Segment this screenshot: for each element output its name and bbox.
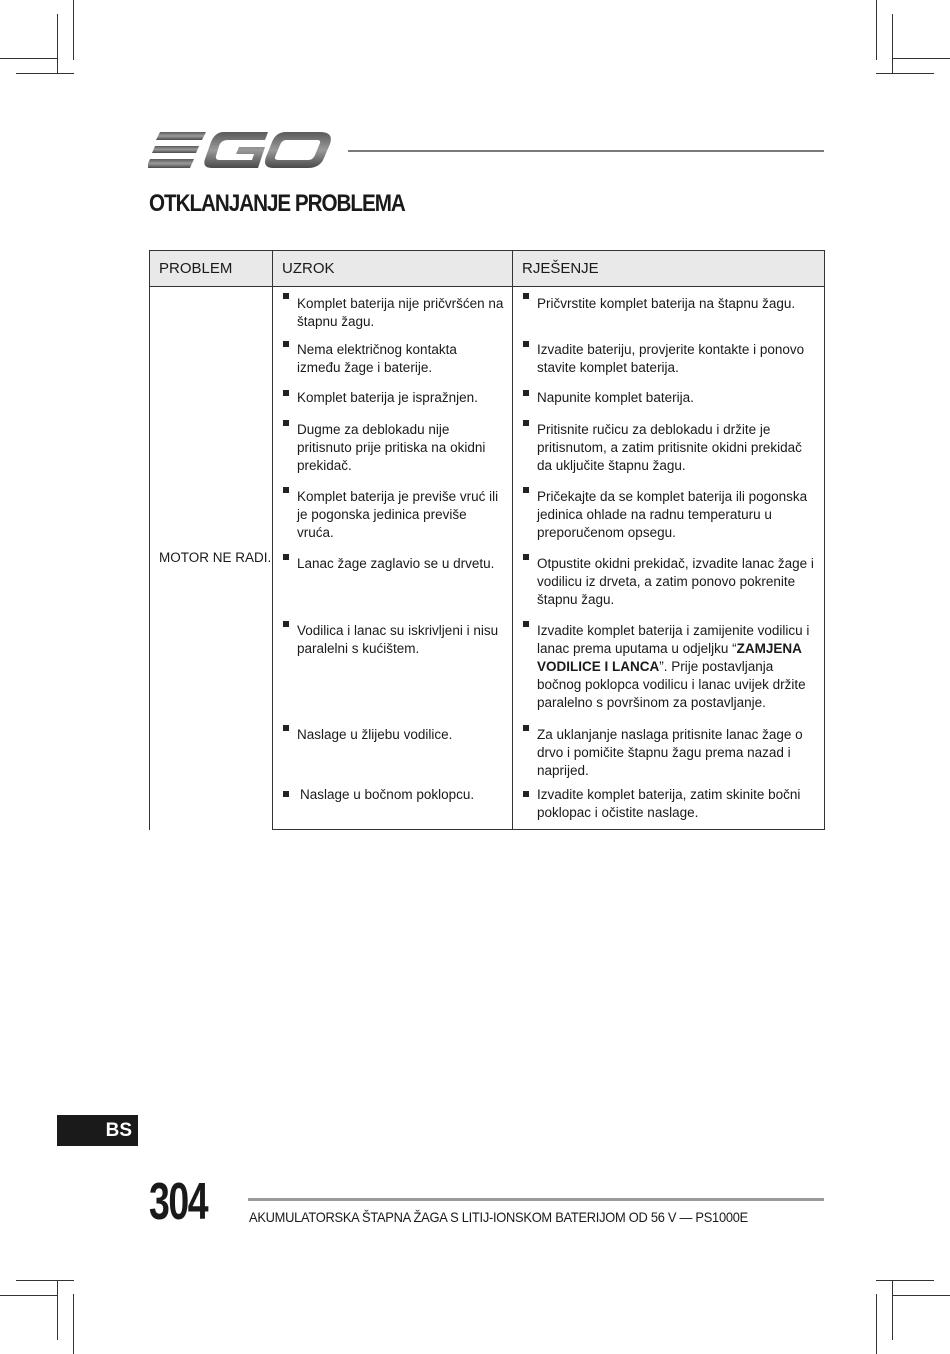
solution-item: Izvadite bateriju, provjerite kontakte i ponovo stavite komplet baterija.	[513, 335, 824, 377]
crop-mark	[0, 58, 58, 59]
header-cause: UZROK	[273, 251, 513, 287]
header-solution: RJEŠENJE	[513, 251, 825, 287]
cause-item: Dugme za deblokadu nije pritisnuto prije pritiska na okidni prekidač.	[273, 414, 512, 475]
crop-mark	[876, 73, 934, 74]
crop-mark	[0, 1295, 58, 1296]
footer-rule	[248, 1198, 824, 1201]
solution-item: Pritisnite ručicu za deblokadu i držite je pritisnutom, a zatim pritisnite okidni prekidač da uključite štapnu žagu.	[513, 414, 824, 475]
crop-mark	[876, 1280, 934, 1281]
cause-item: Komplet baterija je previše vruć ili je pogonska jedinica previše vruća.	[273, 481, 512, 542]
solution-item: Otpustite okidni prekidač, izvadite lanac žage i vodilicu iz drveta, a zatim ponovo pokrenite štapnu žagu.	[513, 548, 824, 609]
solution-item: Napunite komplet baterija.	[513, 384, 824, 407]
ego-logo	[148, 128, 332, 172]
cause-item: Vodilica i lanac su iskrivljeni i nisu paralelni s kućištem.	[273, 615, 512, 658]
crop-mark	[16, 1280, 74, 1281]
page-title: OTKLANJANJE PROBLEMA	[149, 190, 405, 217]
crop-mark	[876, 1294, 877, 1354]
crop-mark	[16, 73, 74, 74]
section-reference: ZAMJENA VODILICE I LANCA	[537, 640, 802, 674]
header-problem: PROBLEM	[150, 251, 273, 287]
table-header-row	[150, 251, 825, 287]
solution-item: Izvadite komplet baterija, zatim skinite bočni poklopac i očistite naslage.	[513, 785, 824, 822]
table-row	[150, 287, 825, 335]
solution-item: Pričvrstite komplet baterija na štapnu žagu.	[513, 287, 824, 313]
crop-mark	[892, 1295, 950, 1296]
solution-text: Izvadite komplet baterija i zamijenite vodilicu i lanac prema uputama u odjeljku “	[537, 622, 810, 656]
crop-mark	[57, 1280, 58, 1340]
crop-mark	[892, 1280, 893, 1340]
crop-mark	[73, 0, 74, 60]
cause-item: Naslage u žlijebu vodilice.	[273, 719, 512, 744]
crop-mark	[57, 14, 58, 74]
problem-cell: MOTOR NE RADI.	[150, 287, 273, 830]
solution-item	[513, 615, 824, 712]
cause-item: Nema električnog kontakta između žage i baterije.	[273, 335, 512, 377]
crop-mark	[892, 58, 950, 59]
crop-mark	[73, 1294, 74, 1354]
page-number: 304	[149, 1173, 208, 1231]
cause-item: Komplet baterija je ispražnjen.	[273, 384, 512, 407]
crop-mark	[876, 0, 877, 60]
header-rule	[348, 150, 824, 152]
language-badge: BS	[57, 1115, 138, 1146]
solution-text: ”. Prije postavljanja bočnog poklopca vodilicu i lanac uvijek držite paralelno s površinom za postavljanje.	[537, 658, 806, 710]
crop-mark	[892, 14, 893, 74]
cause-item: Lanac žage zaglavio se u drvetu.	[273, 548, 512, 573]
solution-item: Za uklanjanje naslaga pritisnite lanac žage o drvo i pomičite štapnu žagu prema nazad i naprijed.	[513, 719, 824, 780]
cause-item: Naslage u bočnom poklopcu.	[273, 785, 512, 804]
troubleshooting-table	[149, 250, 825, 830]
solution-item: Pričekajte da se komplet baterija ili pogonska jedinica ohlade na radnu temperaturu u preporučenom opsegu.	[513, 481, 824, 542]
footer-text: AKUMULATORSKA ŠTAPNA ŽAGA S LITIJ-IONSKOM BATERIJOM OD 56 V — PS1000E	[249, 1209, 748, 1225]
cause-item: Komplet baterija nije pričvršćen na štapnu žagu.	[273, 287, 512, 331]
